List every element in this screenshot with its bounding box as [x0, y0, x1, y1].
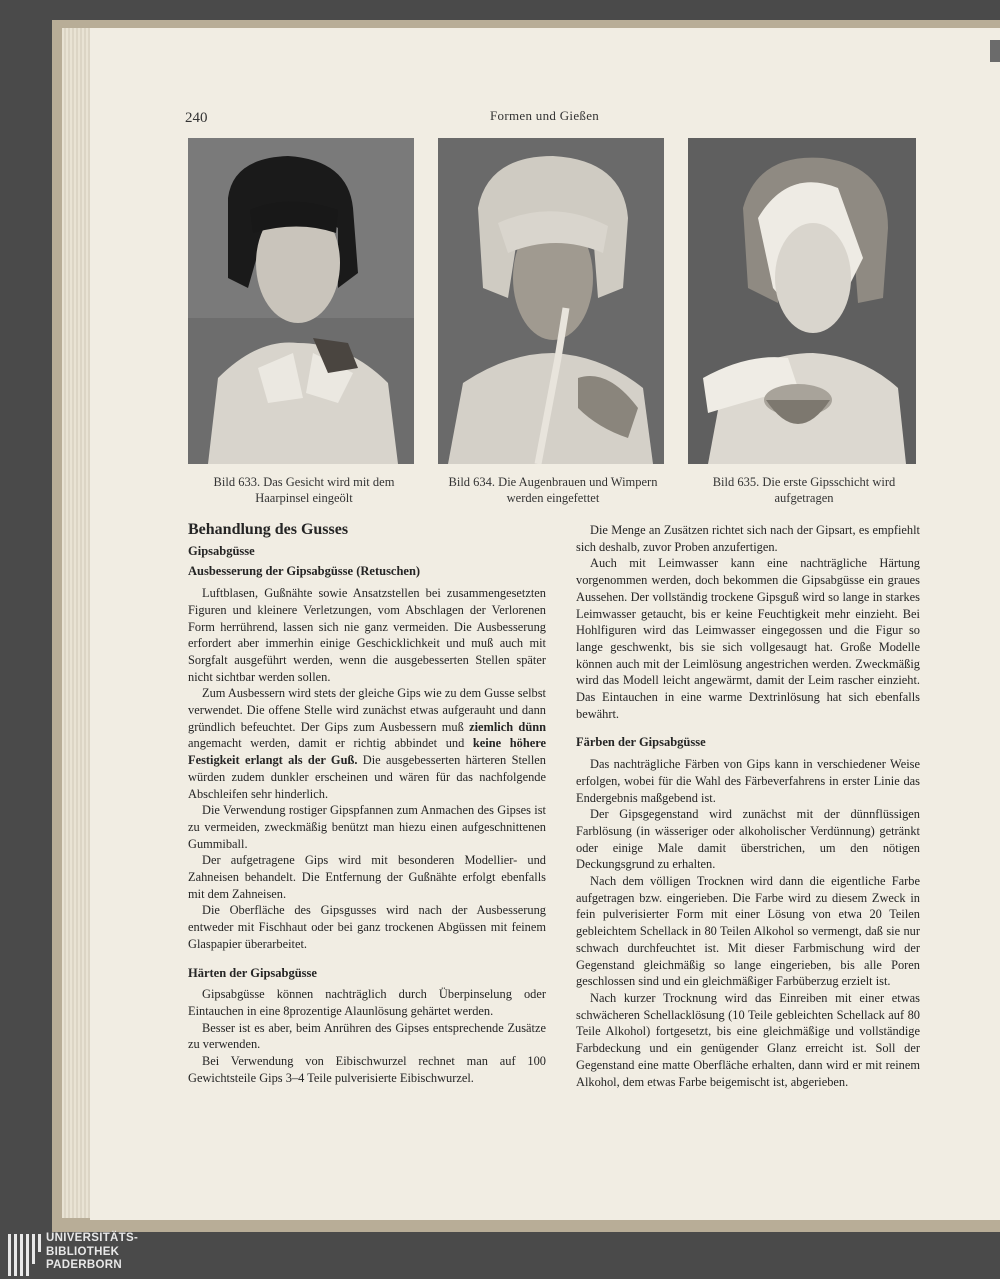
figure-633-caption: Bild 633. Das Gesicht wird mit dem Haarpinsel eingeölt — [213, 475, 395, 505]
figure-634-photo — [438, 138, 664, 464]
paragraph: Besser ist es aber, beim Anrühren des Gipses entsprechende Zusätze zu verwenden. — [188, 1020, 546, 1052]
paragraph: Das nachträgliche Färben von Gips kann in verschiedener Weise erfolgen, wobei für die Wahl des Färbeverfahrens in erster Linie das Endergebnis maßgebend ist. — [576, 757, 920, 805]
logo-line: PADERBORN — [46, 1259, 122, 1271]
subheading: Gipsabgüsse — [188, 543, 255, 558]
paragraph — [188, 685, 546, 802]
paragraph: Die Menge an Zusätzen richtet sich nach der Gipsart, es empfiehlt sich deshalb, zuvor Proben anzufertigen. — [576, 523, 920, 554]
book-page — [90, 28, 1000, 1220]
paragraph: Gipsabgüsse können nachträglich durch Überpinselung oder Eintauchen in eine 8prozentige Alaunlösung gehärtet werden. — [188, 987, 546, 1018]
running-head: Formen und Gießen — [490, 108, 600, 123]
text-run: Zum Ausbessern wird stets der gleiche Gips wie zu dem Gusse selbst verwendet. Die offene Stelle wird zunächst etwas aufgerauht und dann gründlich befeuchtet. Der Gips zum Ausbessern muß — [188, 686, 546, 734]
section-title-hardening: Härten der Gipsabgüsse — [188, 965, 317, 980]
library-logo — [0, 1228, 220, 1279]
text-run: angemacht werden, damit er richtig abbindet und — [188, 736, 473, 751]
figure-635-caption: Bild 635. Die erste Gipsschicht wird aufgetragen — [712, 475, 896, 505]
section-title-coloring: Färben der Gipsabgüsse — [576, 735, 706, 750]
left-column — [188, 522, 546, 1087]
page-number: 240 — [185, 110, 208, 126]
right-column — [576, 522, 920, 1090]
bookmark-tab — [990, 40, 1000, 62]
paragraph: Der aufgetragene Gips wird mit besonderen Modellier- und Zahneisen behandelt. Die Entfernung der Gußnähte erfolgt ebenfalls mit dem Zahneisen. — [188, 853, 546, 901]
figure-635-photo — [688, 138, 916, 464]
figure-634-caption: Bild 634. Die Augenbrauen und Wimpern werden eingefettet — [448, 475, 658, 505]
library-logo-icon — [8, 1234, 42, 1276]
paragraph: Die Oberfläche des Gipsgusses wird nach der Ausbesserung entweder mit Fischhaut oder bei ganz trockenen Abgüssen mit feinem Glaspapier überarbeitet. — [188, 903, 546, 951]
paragraph: Der Gipsgegenstand wird zunächst mit der dünnflüssigen Farblösung (in wässeriger oder alkoholischer Verdünnung) getränkt oder einige Male damit überstrichen, um den nötigen Deckungsgrund zu erhalten. — [576, 807, 920, 872]
paragraph: Die Verwendung rostiger Gipspfannen zum Anmachen des Gipses ist zu vermeiden, zweckmäßig benützt man hiezu einen aufgeschnittenen Gummiball. — [188, 803, 546, 851]
section-heading: Behandlung des Gusses — [188, 521, 349, 538]
logo-line: UNIVERSITÄTS- — [46, 1232, 139, 1244]
text-run: Die ausgebesserten härteren Stellen würden zudem dunkler erscheinen und wären für das nachfolgende Abschleifen sehr hinderlich. — [188, 753, 546, 801]
paragraph: Auch mit Leimwasser kann eine nachträgliche Härtung vorgenommen werden, doch bekommen die Gipsabgüsse ein graues Aussehen. Der vollständig trockene Gipsguß wird so lange in starkes Leimwasser getaucht, bis er keine Feuchtigkeit mehr einzieht. Bei Hohlfiguren wird das Leimwasser eingegossen und die Figur so lange geschwenkt, bis sie sich vollgesaugt hat. Große Modelle können auch mit der Leimlösung angestrichen werden. Zweckmäßig wird das Modell leicht angewärmt, damit der Leim rascher einzieht. Das Eintauchen in eine warme Dextrinlösung hat sich ebenfalls bewährt. — [576, 556, 920, 721]
bold-text: keine höhere Festigkeit erlangt als der Guß. — [188, 736, 546, 768]
library-logo-text — [46, 1232, 138, 1273]
bold-text: ziemlich dünn — [469, 719, 546, 734]
paragraph: Luftblasen, Gußnähte sowie Ansatzstellen bei zusammengesetzten Figuren und kleinere Verletzungen, vom Abschlagen der Verlorenen Form herrührend, lassen sich nie ganz vermeiden. Die Ausbesserung erfordert aber immerhin einige Geschicklichkeit und muß auch mit Sorgfalt ausgeführt werden, wenn die ausgebesserten Stellen später nicht sichtbar werden sollen. — [188, 586, 546, 684]
paragraph: Bei Verwendung von Eibischwurzel rechnet man auf 100 Gewichtsteile Gips 3–4 Teile pulverisierte Eibischwurzel. — [188, 1054, 546, 1085]
logo-line: BIBLIOTHEK — [46, 1245, 120, 1258]
paragraph: Nach kurzer Trocknung wird das Einreiben mit einer etwas schwächeren Schellacklösung (10 Teile gebleichten Schellack auf 80 Teile Alkohol) fortgesetzt, bis eine gleichmäßige und vollständige Farbdeckung und ein genügender Glanz erreicht ist. Soll der Gegenstand eine matte Oberfläche erhalten, dann wird er mit reinem Alkohol, dem etwas Farbe beigemischt ist, abgerieben. — [576, 990, 920, 1089]
figure-633-photo — [188, 138, 414, 464]
page-edges — [62, 28, 92, 1218]
section-title-repairs: Ausbesserung der Gipsabgüsse (Retuschen) — [188, 564, 421, 579]
paragraph: Nach dem völligen Trocknen wird dann die eigentliche Farbe aufgetragen bzw. eingerieben. Die Farbe wird zu diesem Zweck in fein pulverisierter Form mit einer Lösung von etwa 20 Teilen gebleichtem Schellack in 80 Teilen Alkohol so vermengt, daß sie nur schwach durchfeuchtet ist. Mit dieser Farbmischung wird der Gegenstand gleichmäßig so lange eingerieben, bis alle Poren geschlossen sind und ein gleichmäßiger Farbüberzug erzielt ist. — [576, 874, 920, 989]
